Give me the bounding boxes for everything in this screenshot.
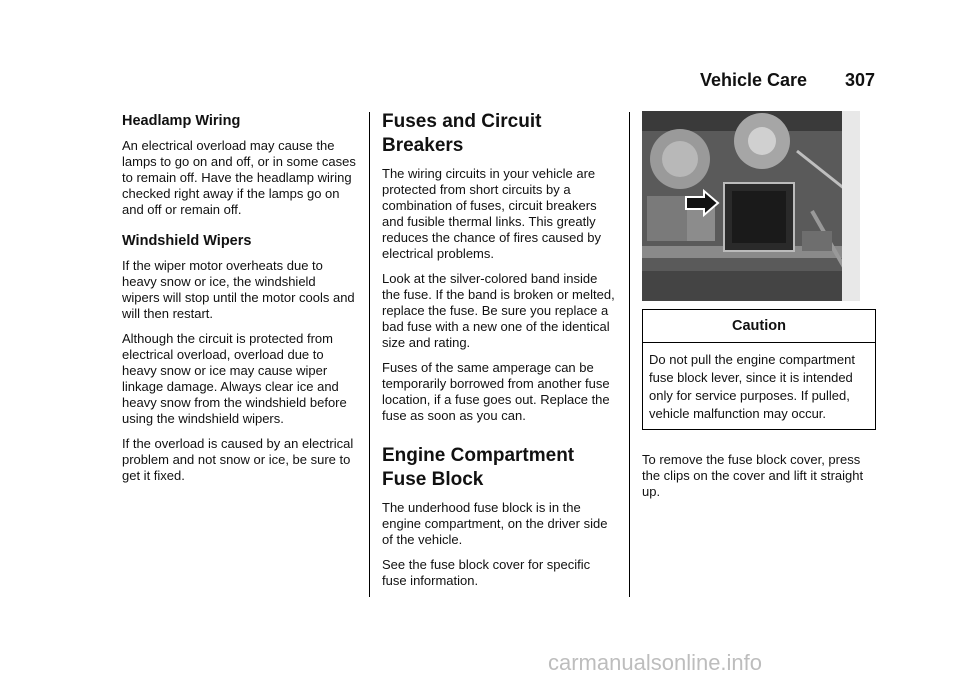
caution-body [643,343,875,429]
caution-box [642,309,876,430]
page-number: 307 [844,70,875,90]
fuses-paragraph-2: Look at the silver-colored band inside the fuse. If the band is broken or melted, replace the fuse. Be sure you replace a bad fuse with a new one of the identical size and rating. [382,271,615,350]
running-head [700,70,875,91]
column-1 [122,108,356,493]
column-3 [642,108,876,509]
wipers-paragraph-3: If the overload is caused by an electrical problem and not snow or ice, be sure to get it fixed. [122,436,354,483]
running-head-section: Vehicle Care [700,70,808,90]
fuses-paragraph-1: The wiring circuits in your vehicle are protected from short circuits by a combination of fuses, circuit breakers and fusible thermal links. This greatly reduces the chance of fires caused by electrical problems. [382,166,601,261]
headlamp-wiring-paragraph: An electrical overload may cause the lamps to go on and off, or in some cases to remain off. Have the headlamp wiring checked right away if the lamps go on and off or remain off. [122,138,356,217]
column-2 [382,108,616,598]
engine-fuse-block-paragraph-1: The underhood fuse block is in the engine compartment, on the driver side of the vehicle. [382,500,608,547]
caution-text: Do not pull the engine compartment fuse block lever, since it is intended only for service purposes. If pulled, vehicle malfunction may occur. [649,352,855,421]
caution-title: Caution [643,310,875,343]
engine-fuse-block-paragraph-2: See the fuse block cover for specific fuse information. [382,557,591,588]
fuses-paragraph-3: Fuses of the same amperage can be temporarily borrowed from another fuse location, if a fuse goes out. Replace the fuse as soon as you can. [382,360,610,423]
headlamp-wiring-heading: Headlamp Wiring [122,113,241,129]
wipers-paragraph-2: Although the circuit is protected from electrical overload, overload due to heavy snow or ice may cause wiper linkage damage. Always clear ice and heavy snow from the windshield before using the windshield wipers. [122,331,347,426]
watermark: carmanualsonline.info [548,650,763,675]
fuses-heading: Fuses and Circuit Breakers [382,111,542,156]
column-divider-2 [629,112,630,597]
fuse-cover-paragraph: To remove the fuse block cover, press the clips on the cover and lift it straight up. [642,452,864,499]
windshield-wipers-heading: Windshield Wipers [122,233,252,249]
engine-fuse-block-heading: Engine Compartment Fuse Block [382,445,575,490]
column-divider-1 [369,112,370,597]
wipers-paragraph-1: If the wiper motor overheats due to heavy snow or ice, the windshield wipers will stop until the motor cools and will then restart. [122,258,355,321]
engine-fuse-block-photo [642,111,860,301]
